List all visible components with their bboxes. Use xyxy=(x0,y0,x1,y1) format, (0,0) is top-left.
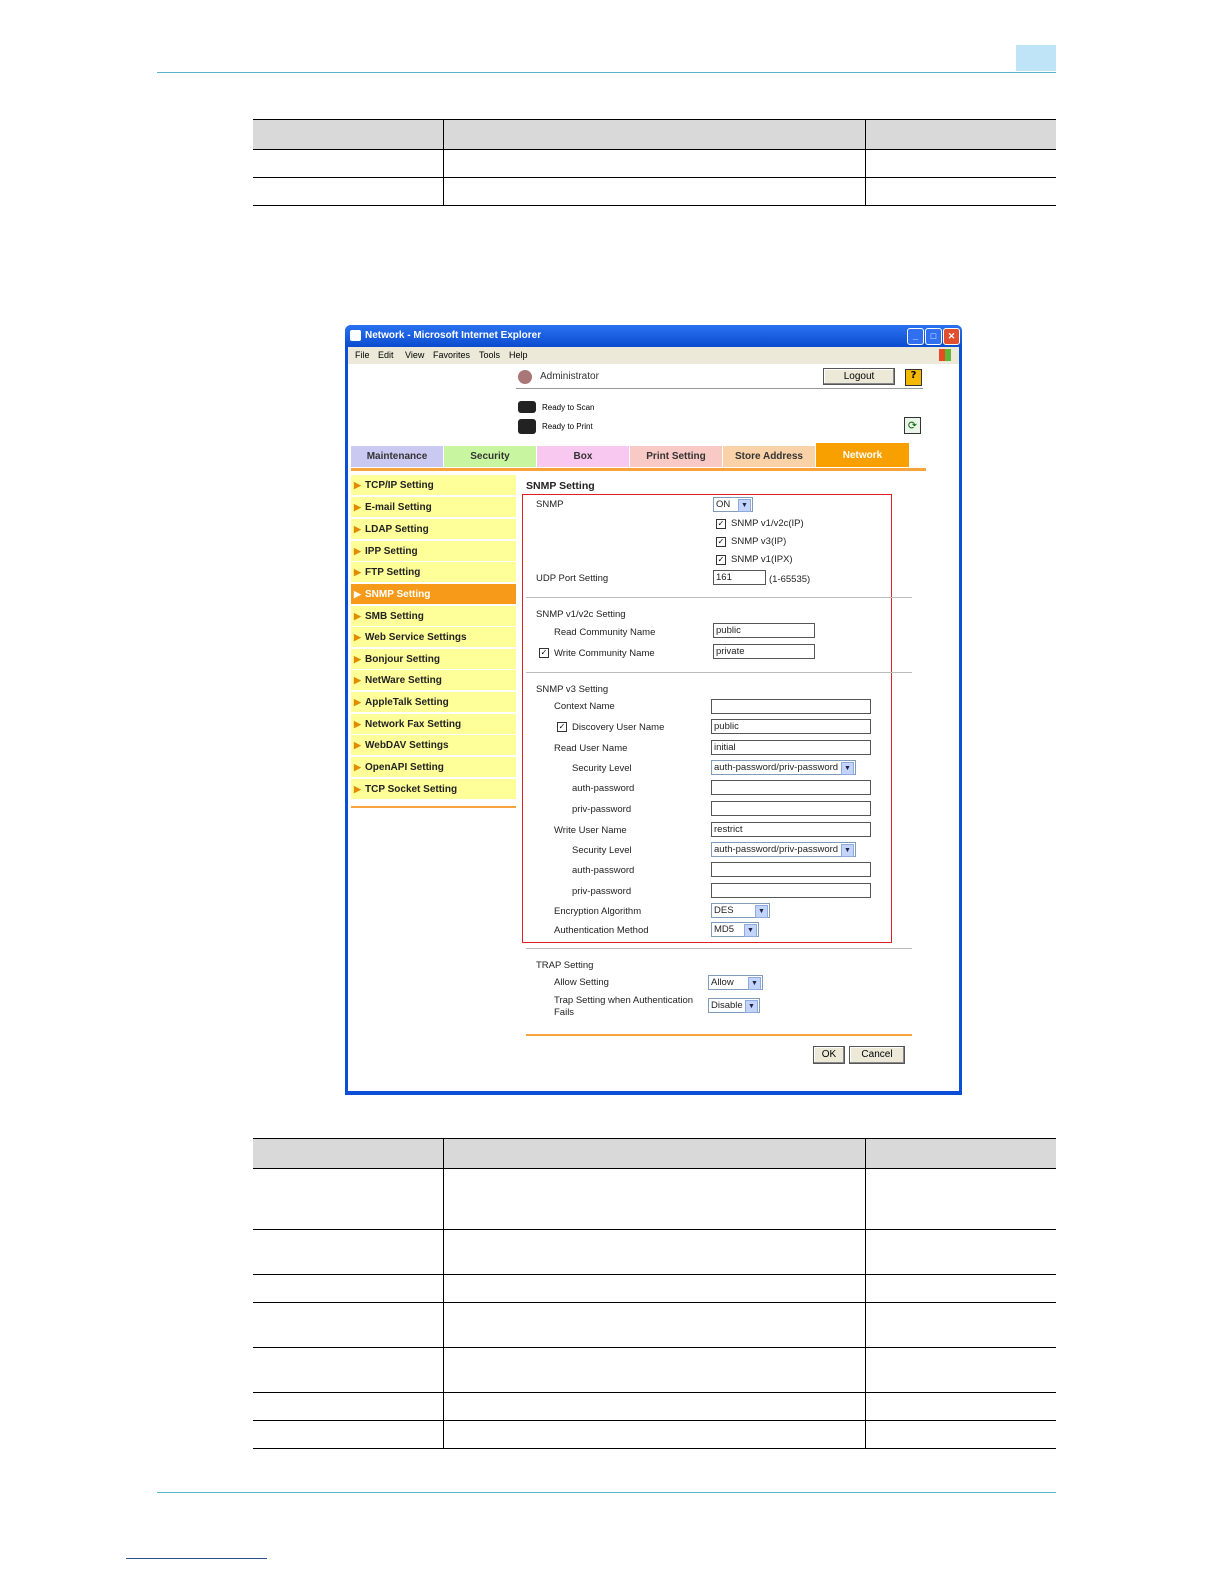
sidebar-item-bonjour[interactable]: ▶ Bonjour Setting xyxy=(351,649,516,670)
sidebar-item-snmp[interactable]: ▶ SNMP Setting xyxy=(351,584,516,605)
close-button[interactable]: ✕ xyxy=(943,328,960,345)
write-user-label: Write User Name xyxy=(554,825,627,836)
encryption-value: DES xyxy=(714,905,734,916)
snmp-select-value: ON xyxy=(716,499,731,510)
encryption-label: Encryption Algorithm xyxy=(554,906,642,917)
footer-rule xyxy=(157,1492,1056,1493)
browser-window xyxy=(345,325,962,1095)
table-row xyxy=(253,1393,1056,1421)
security-level-2-value: auth-password/priv-password xyxy=(714,844,839,855)
udp-port-range: (1-65535) xyxy=(769,574,811,585)
auth-password-2-input[interactable] xyxy=(711,862,871,877)
section-divider xyxy=(526,597,912,598)
table-row xyxy=(253,178,1056,206)
section-divider xyxy=(526,948,912,949)
sidebar-item-openapi[interactable]: ▶ OpenAPI Setting xyxy=(351,757,516,778)
table-row xyxy=(253,1348,1056,1393)
write-community-input[interactable]: private xyxy=(713,644,815,659)
menu-file[interactable]: File xyxy=(355,350,370,360)
chevron-down-icon: ▼ xyxy=(744,924,757,937)
sidebar-item-network-fax[interactable]: ▶ Network Fax Setting xyxy=(351,714,516,735)
admin-user-icon xyxy=(518,370,532,384)
trap-auth-select[interactable] xyxy=(708,998,760,1013)
table-row xyxy=(253,150,1056,178)
auth-method-value: MD5 xyxy=(714,924,735,935)
snmp-v1ipx-checkbox[interactable]: ✓ xyxy=(717,555,725,564)
window-title: Network - Microsoft Internet Explorer xyxy=(365,330,542,341)
sidebar-footer-rule xyxy=(351,806,516,808)
chevron-down-icon: ▼ xyxy=(738,499,751,512)
trap-section-title: TRAP Setting xyxy=(536,960,594,971)
cancel-button[interactable]: Cancel xyxy=(849,1046,905,1064)
table-row xyxy=(253,1421,1056,1449)
trap-auth-label-1: Trap Setting when Authentication xyxy=(554,995,694,1006)
tab-maintenance[interactable]: Maintenance xyxy=(351,446,443,467)
tab-store-address[interactable]: Store Address xyxy=(723,446,815,467)
encryption-select[interactable] xyxy=(711,903,770,918)
allow-setting-select[interactable] xyxy=(708,975,763,990)
help-icon[interactable]: ? xyxy=(905,369,922,386)
context-name-input[interactable] xyxy=(711,699,871,714)
discovery-user-input[interactable]: public xyxy=(711,719,871,734)
sidebar-item-appletalk[interactable]: ▶ AppleTalk Setting xyxy=(351,692,516,713)
context-name-label: Context Name xyxy=(554,701,615,712)
section-divider xyxy=(526,672,912,673)
admin-underline xyxy=(516,388,923,389)
table-header-row xyxy=(253,1139,1056,1169)
read-community-input[interactable]: public xyxy=(713,623,815,638)
allow-setting-label: Allow Setting xyxy=(554,977,609,988)
chevron-down-icon: ▼ xyxy=(755,905,768,918)
menu-view[interactable]: View xyxy=(405,350,425,360)
chevron-down-icon: ▼ xyxy=(841,762,854,775)
auth-password-2-label: auth-password xyxy=(572,865,635,876)
auth-password-input[interactable] xyxy=(711,780,871,795)
sidebar-item-webdav[interactable]: ▶ WebDAV Settings xyxy=(351,735,516,756)
menu-favorites[interactable]: Favorites xyxy=(433,350,471,360)
sidebar-item-ipp[interactable]: ▶ IPP Setting xyxy=(351,541,516,562)
table-header-row xyxy=(253,120,1056,150)
window-titlebar xyxy=(345,325,962,347)
table-row xyxy=(253,1230,1056,1275)
sidebar-item-tcpip[interactable]: ▶ TCP/IP Setting xyxy=(351,475,516,496)
admin-label: Administrator xyxy=(540,371,599,382)
tab-underline xyxy=(351,468,926,471)
table-row xyxy=(253,1275,1056,1303)
tab-print-setting[interactable]: Print Setting xyxy=(630,446,722,467)
sidebar-item-ldap[interactable]: ▶ LDAP Setting xyxy=(351,519,516,540)
form-footer-rule xyxy=(526,1034,912,1036)
security-level-select[interactable] xyxy=(711,760,856,775)
write-community-label: Write Community Name xyxy=(554,648,655,659)
logout-button[interactable]: Logout xyxy=(823,368,895,385)
header-rule xyxy=(157,72,1056,73)
tab-network[interactable]: Network xyxy=(816,443,909,467)
sidebar-item-smb[interactable]: ▶ SMB Setting xyxy=(351,606,516,627)
footer-link-underline xyxy=(126,1558,267,1559)
menu-tools[interactable]: Tools xyxy=(479,350,501,360)
menu-help[interactable]: Help xyxy=(509,350,528,360)
snmp-select[interactable] xyxy=(713,497,753,512)
discovery-user-checkbox[interactable]: ✓ xyxy=(558,722,566,731)
auth-method-select[interactable] xyxy=(711,922,759,937)
allow-setting-value: Allow xyxy=(711,977,734,988)
security-level-value: auth-password/priv-password xyxy=(714,762,839,773)
priv-password-label: priv-password xyxy=(572,804,632,815)
trap-auth-label-2: Fails xyxy=(554,1007,575,1018)
sidebar-item-tcp-socket[interactable]: ▶ TCP Socket Setting xyxy=(351,779,516,800)
header-tab-marker xyxy=(1016,45,1056,71)
bottom-table xyxy=(253,1138,1056,1449)
security-level-2-select[interactable] xyxy=(711,842,856,857)
security-level-2-label: Security Level xyxy=(572,845,632,856)
read-user-input[interactable]: initial xyxy=(711,740,871,755)
auth-method-label: Authentication Method xyxy=(554,925,649,936)
ok-button[interactable]: OK xyxy=(813,1046,845,1064)
read-community-label: Read Community Name xyxy=(554,627,656,638)
sidebar-item-email[interactable]: ▶ E-mail Setting xyxy=(351,497,516,518)
v1v2c-section-title: SNMP v1/v2c Setting xyxy=(536,609,626,620)
snmp-label: SNMP xyxy=(536,499,564,510)
snmp-v1ipx-label: SNMP v1(IPX) xyxy=(731,554,793,565)
tab-security[interactable]: Security xyxy=(444,446,536,467)
sidebar-item-ftp[interactable]: ▶ FTP Setting xyxy=(351,562,516,583)
priv-password-2-input[interactable] xyxy=(711,883,871,898)
udp-port-input[interactable]: 161 xyxy=(713,570,766,585)
chevron-down-icon: ▼ xyxy=(748,977,761,990)
read-user-label: Read User Name xyxy=(554,743,628,754)
udp-port-label: UDP Port Setting xyxy=(536,573,609,584)
windows-logo-icon xyxy=(939,349,951,361)
page-content xyxy=(348,364,959,1091)
priv-password-2-label: priv-password xyxy=(572,886,632,897)
priv-password-input[interactable] xyxy=(711,801,871,816)
table-row xyxy=(253,1303,1056,1348)
auth-password-label: auth-password xyxy=(572,783,635,794)
refresh-icon[interactable]: ⟳ xyxy=(904,417,921,434)
form-title: SNMP Setting xyxy=(526,480,595,492)
v3-section-title: SNMP v3 Setting xyxy=(536,684,609,695)
maximize-button[interactable]: □ xyxy=(925,328,942,345)
write-user-input[interactable]: restrict xyxy=(711,822,871,837)
table-row xyxy=(253,1169,1056,1230)
minimize-button[interactable]: _ xyxy=(907,328,924,345)
tab-box[interactable]: Box xyxy=(537,446,629,467)
menu-bar xyxy=(348,347,959,364)
printer-icon xyxy=(518,419,536,434)
sidebar-item-netware[interactable]: ▶ NetWare Setting xyxy=(351,670,516,691)
status-scan: Ready to Scan xyxy=(542,403,595,412)
discovery-user-label: Discovery User Name xyxy=(572,722,665,733)
snmp-v1v2c-checkbox[interactable]: ✓ xyxy=(717,519,725,528)
trap-auth-value: Disable xyxy=(711,1000,743,1011)
scanner-icon xyxy=(518,401,536,413)
menu-edit[interactable]: Edit xyxy=(378,350,394,360)
snmp-v3-checkbox[interactable]: ✓ xyxy=(717,537,725,546)
ie-icon xyxy=(350,330,361,341)
top-table xyxy=(253,119,1056,206)
write-community-checkbox[interactable]: ✓ xyxy=(540,648,548,657)
chevron-down-icon: ▼ xyxy=(841,844,854,857)
status-print: Ready to Print xyxy=(542,422,593,431)
chevron-down-icon: ▼ xyxy=(745,1000,758,1013)
security-level-label: Security Level xyxy=(572,763,632,774)
snmp-v3-label: SNMP v3(IP) xyxy=(731,536,787,547)
snmp-v1v2c-label: SNMP v1/v2c(IP) xyxy=(731,518,804,529)
sidebar-item-web-service[interactable]: ▶ Web Service Settings xyxy=(351,627,516,648)
